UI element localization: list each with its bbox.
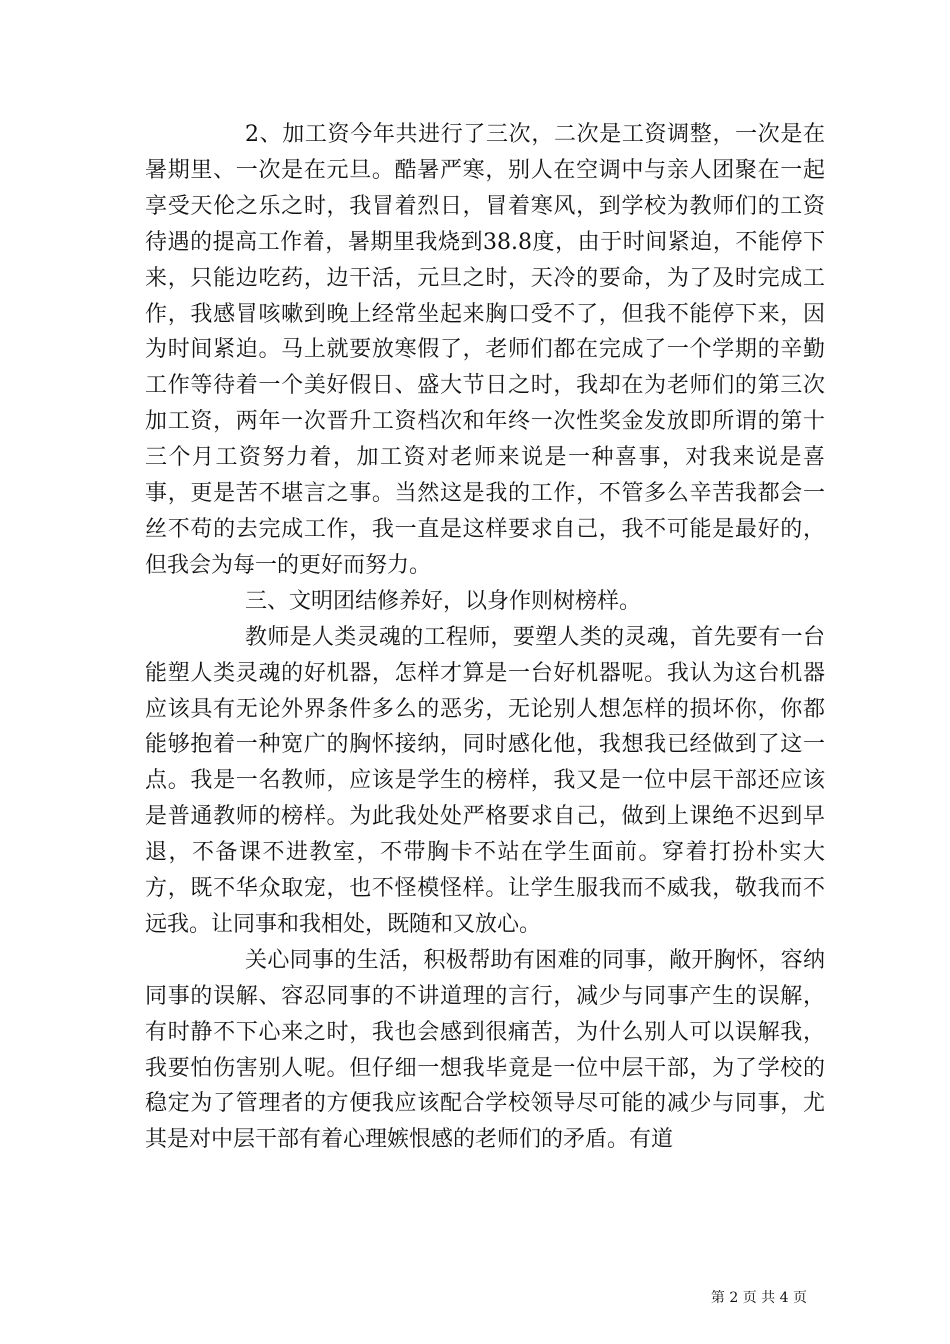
paragraph-teacher-role-model: 教师是人类灵魂的工程师，要塑人类的灵魂，首先要有一台能塑人类灵魂的好机器，怎样才算是一台好机器呢。我认为这台机器应该具有无论外界条件多么的恶劣，无论别人想怎样的损坏你，你都能够抱着一种宽广的胸怀接纳，同时感化他，我想我已经做到了这一点。我是一名教师，应该是学生的榜样，我又是一位中层干部还应该是普通教师的榜样。为此我处处严格要求自己，做到上课绝不迟到早退，不备课不进教室，不带胸卡不站在学生面前。穿着打扮朴实大方，既不华众取宠，也不怪模怪样。让学生服我而不威我，敬我而不远我。让同事和我相处，既随和又放心。 [145, 624, 825, 937]
page-number-footer: 第 2 页 共 4 页 [710, 1290, 807, 1306]
paragraph-salary-work: 2、加工资今年共进行了三次，二次是工资调整，一次是在暑期里、一次是在元旦。酷暑严寒，别人在空调中与亲人团聚在一起享受天伦之乐之时，我冒着烈日，冒着寒风，到学校为教师们的工资待遇的提高工作着，暑期里我烧到38.8度，由于时间紧迫，不能停下来，只能边吃药，边干活，元旦之时，天冷的要命，为了及时完成工作，我感冒咳嗽到晚上经常坐起来胸口受不了，但我不能停下来，因为时间紧迫。马上就要放寒假了，老师们都在完成了一个学期的辛勤工作等待着一个美好假日、盛大节日之时，我却在为老师们的第三次加工资，两年一次晋升工资档次和年终一次性奖金发放即所谓的第十三个月工资努力着，加工资对老师来说是一种喜事，对我来说是喜事，更是苦不堪言之事。当然这是我的工作，不管多么辛苦我都会一丝不苟的去完成工作，我一直是这样要求自己，我不可能是最好的，但我会为每一的更好而努力。 [145, 122, 825, 578]
document-body [145, 117, 825, 1158]
paragraph-care-colleagues: 关心同事的生活，积极帮助有困难的同事，敞开胸怀，容纳同事的误解、容忍同事的不讲道理的言行，减少与同事产生的误解，有时静不下心来之时，我也会感到很痛苦，为什么别人可以误解我，我要怕伤害别人呢。但仔细一想我毕竟是一位中层干部，为了学校的稳定为了管理者的方便我应该配合学校领导尽可能的减少与同事，尤其是对中层干部有着心理嫉恨感的老师们的矛盾。有道 [145, 947, 825, 1153]
section-heading-3: 三、文明团结修养好，以身作则树榜样。 [245, 588, 642, 614]
